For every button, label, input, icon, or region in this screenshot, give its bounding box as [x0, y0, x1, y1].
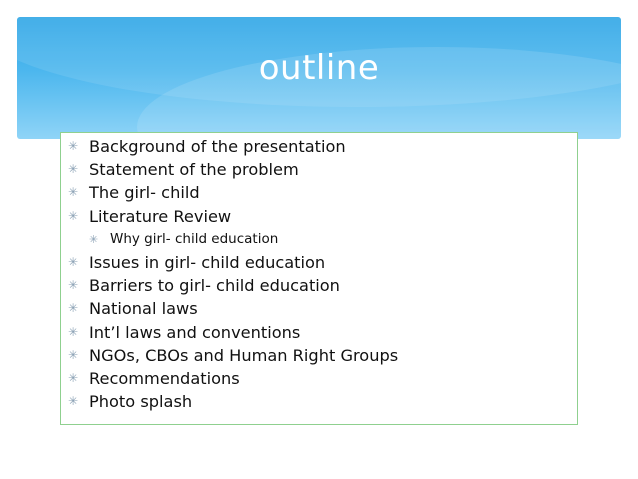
list-item-text: Photo splash	[89, 392, 193, 412]
asterisk-bullet-icon: ✳	[68, 370, 79, 385]
slide-title: outline	[258, 48, 380, 88]
list-item-text: National laws	[89, 299, 198, 319]
list-item-text: Issues in girl- child education	[89, 252, 326, 272]
list-item	[67, 344, 398, 367]
list-item	[67, 367, 398, 390]
asterisk-bullet-icon: ✳	[68, 208, 79, 223]
list-item	[67, 205, 398, 228]
list-item-text: Background of the presentation	[89, 137, 346, 156]
asterisk-bullet-icon: ✳	[89, 232, 99, 246]
list-item	[67, 135, 398, 158]
list-item	[67, 158, 398, 181]
list-item-text: Statement of the problem	[89, 160, 299, 180]
list-item	[67, 274, 398, 297]
list-item-text: Why girl- child education	[110, 230, 279, 247]
asterisk-bullet-icon: ✳	[68, 139, 79, 153]
list-item	[67, 297, 398, 320]
list-item-text: NGOs, CBOs and Human Right Groups	[89, 345, 399, 365]
asterisk-bullet-icon: ✳	[68, 347, 79, 362]
list-item	[67, 251, 398, 274]
asterisk-bullet-icon: ✳	[68, 185, 79, 200]
bullet-list	[67, 135, 398, 413]
list-item	[67, 321, 398, 344]
asterisk-bullet-icon: ✳	[68, 254, 79, 269]
list-item-text: Int’l laws and conventions	[89, 322, 301, 342]
list-item-text: Recommendations	[89, 368, 240, 388]
list-item	[67, 181, 398, 204]
asterisk-bullet-icon: ✳	[68, 394, 79, 409]
sub-list-item	[67, 228, 398, 251]
asterisk-bullet-icon: ✳	[68, 301, 79, 316]
list-item-text: The girl- child	[89, 183, 200, 203]
asterisk-bullet-icon: ✳	[68, 162, 79, 177]
list-item	[67, 390, 398, 413]
content-box	[60, 132, 578, 425]
list-item-text: Literature Review	[89, 206, 232, 226]
asterisk-bullet-icon: ✳	[68, 324, 79, 339]
asterisk-bullet-icon: ✳	[68, 278, 79, 293]
list-item-text: Barriers to girl- child education	[89, 276, 340, 296]
